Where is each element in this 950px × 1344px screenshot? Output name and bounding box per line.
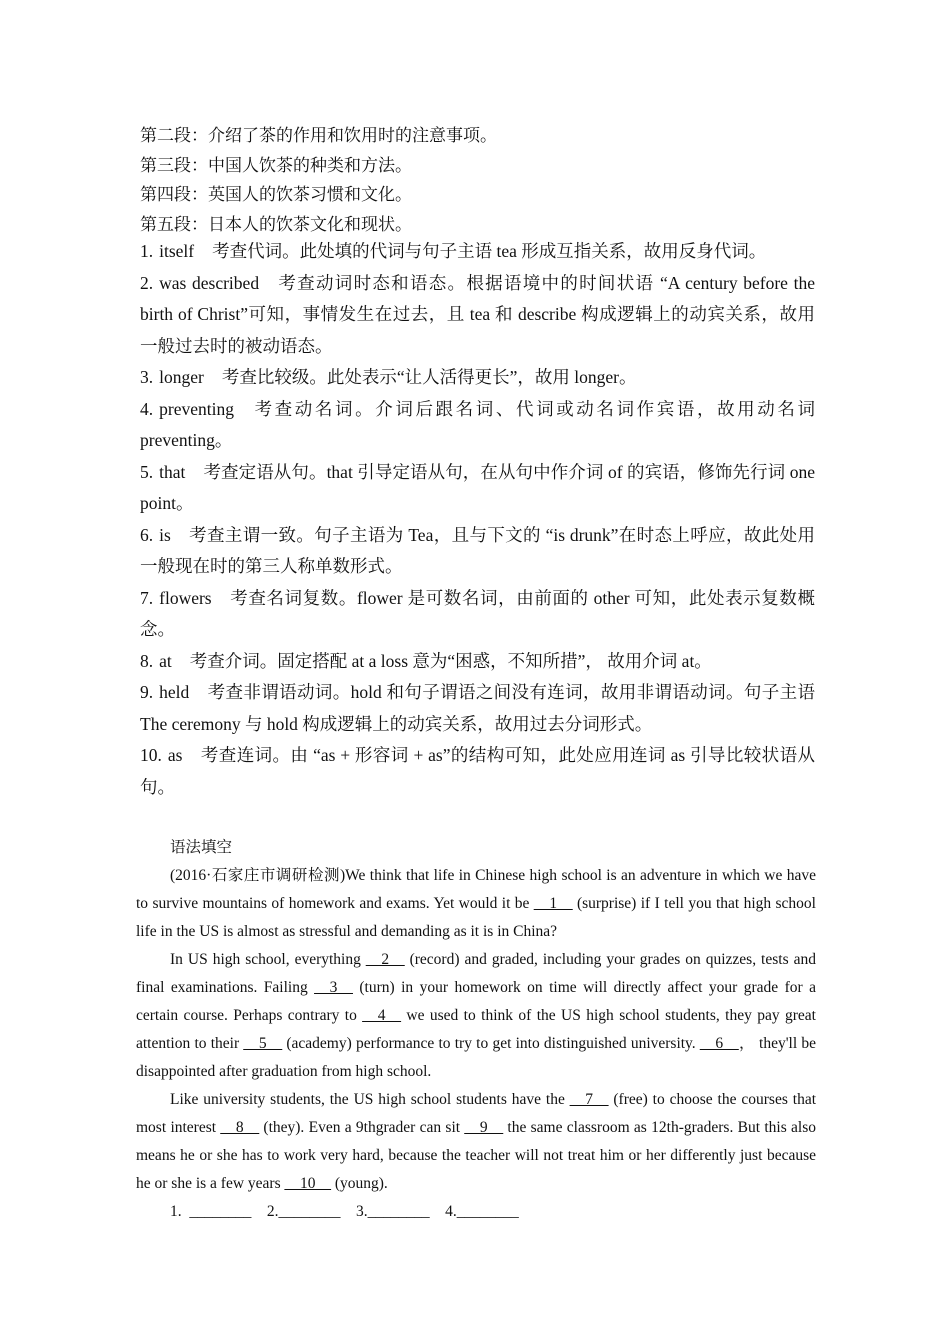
answer-explanation: 考查名词复数。flower 是可数名词，由前面的 other 可知，此处表示复数概念。	[140, 587, 815, 639]
answer-key: longer	[159, 367, 204, 387]
passage-text: (2016·石家庄市调研检测)We think that life in Chinese high school is an adventure in which we have to survive mountains of homework and exams. Yet would it be	[136, 867, 816, 912]
passage-paragraph	[136, 862, 816, 946]
blank-6[interactable]: __6__	[699, 1035, 739, 1052]
passage-text: the same classroom as 12th-graders. But this also means he or she has to work very hard, because the teacher will not treat him or her differently just because he or she is a few years	[136, 1119, 816, 1192]
passage-text: Like university students, the US high school students have the	[170, 1091, 570, 1108]
answer-slot[interactable]: 1. ________	[170, 1203, 252, 1220]
answer-number: 6.	[140, 524, 154, 545]
blank-10[interactable]: __10__	[284, 1175, 331, 1192]
passage-text: (record) and graded, including your grades on quizzes, tests and final examinations. Failing	[136, 951, 816, 996]
answer-key: as	[167, 745, 183, 765]
answer-key: held	[159, 682, 190, 702]
answer-number: 8.	[140, 650, 154, 671]
answer-number: 3.	[140, 367, 154, 387]
answer-slot[interactable]: 3.________	[356, 1203, 430, 1220]
blank-1[interactable]: __1__	[533, 895, 573, 912]
passage-text: (turn) in your homework on time will directly affect your grade for a certain course. Perhaps contrary to	[136, 979, 816, 1024]
answer-item	[140, 740, 815, 803]
answer-key: was described	[159, 272, 260, 293]
summary-line: 第四段：英国人的饮茶习惯和文化。	[140, 185, 412, 204]
answer-slot[interactable]: 4.________	[445, 1203, 519, 1220]
answer-explanation: 考查动词时态和语态。根据语境中的时间状语 “A century before the birth of Christ”可知，事情发生在过去，且 tea 和 describe 构成逻辑上的动宾关系，故用一般过去时的被动语态。	[140, 272, 815, 356]
answer-explanation: 考查介词。固定搭配 at a loss 意为“困惑，不知所措”， 故用介词 at。	[189, 650, 712, 671]
summary-line: 第二段：介绍了茶的作用和饮用时的注意事项。	[140, 126, 497, 145]
passage-paragraph	[136, 946, 816, 1086]
answer-explanation: 考查非谓语动词。hold 和句子谓语之间没有连词，故用非谓语动词。句子主语 The ceremony 与 hold 构成逻辑上的动宾关系，故用过去分词形式。	[140, 682, 815, 734]
answer-number: 5.	[140, 461, 154, 482]
blank-8[interactable]: __8__	[220, 1119, 260, 1136]
answer-item	[140, 268, 815, 363]
answer-key: is	[159, 524, 171, 545]
answer-number: 2.	[140, 272, 154, 293]
answer-item	[140, 394, 815, 457]
answer-key: itself	[159, 241, 195, 261]
paragraph-summary	[140, 121, 815, 239]
answer-slot[interactable]: 2.________	[266, 1203, 341, 1220]
answer-number: 7.	[140, 587, 154, 608]
answer-blank-line	[170, 1198, 816, 1226]
answer-item	[140, 236, 815, 268]
answer-explanation: 考查主谓一致。句子主语为 Tea，且与下文的 “is drunk”在时态上呼应，故此处用一般现在时的第三人称单数形式。	[140, 524, 815, 576]
answer-key: that	[159, 461, 186, 482]
summary-line: 第三段：中国人饮茶的种类和方法。	[140, 155, 412, 175]
blank-3[interactable]: __3__	[314, 979, 353, 996]
answer-explanation: 考查定语从句。that 引导定语从句，在从句中作介词 of 的宾语，修饰先行词 one point。	[140, 461, 815, 513]
answer-key: at	[159, 650, 172, 671]
answer-item	[140, 520, 815, 583]
passage-text: In US high school, everything	[170, 951, 366, 968]
passage-text: ， they'll be disappointed after graduation from high school.	[136, 1035, 816, 1080]
blank-4[interactable]: __4__	[362, 1007, 401, 1024]
passage-text: (academy) performance to try to get into distinguished university.	[282, 1035, 700, 1052]
passage-text: we used to think of the US high school students, they pay great attention to their	[136, 1007, 816, 1052]
blank-2[interactable]: __2__	[365, 951, 405, 968]
answer-item	[140, 457, 815, 520]
answer-number: 10.	[140, 745, 162, 765]
section-title: 语法填空	[170, 839, 233, 856]
answer-item	[140, 646, 815, 678]
answer-number: 4.	[140, 398, 154, 419]
answer-explanation: 考查比较级。此处表示“让人活得更长”，故用 longer。	[221, 367, 637, 387]
answer-key: flowers	[159, 587, 212, 608]
passage-text: (surprise) if I tell you that high school life in the US is almost as stressful and demanding as it is in China?	[136, 895, 816, 940]
blank-5[interactable]: __5__	[243, 1035, 283, 1052]
summary-line: 第五段：日本人的饮茶文化和现状。	[140, 214, 412, 234]
passage-text: (young).	[330, 1175, 388, 1192]
answer-key: preventing	[159, 398, 234, 419]
blank-9[interactable]: __9__	[464, 1119, 504, 1136]
answer-number: 1.	[140, 241, 154, 261]
passage-text: (they). Even a 9thgrader can sit	[259, 1119, 465, 1136]
answer-explanation: 考查代词。此处填的代词与句子主语 tea 形成互指关系，故用反身代词。	[212, 241, 767, 261]
answer-explanations	[140, 236, 815, 803]
passage-paragraph	[136, 1086, 816, 1198]
passage-text: (free) to choose the courses that most interest	[136, 1091, 816, 1136]
answer-explanation: 考查动名词。介词后跟名词、代词或动名词作宾语，故用动名词 preventing。	[140, 398, 815, 450]
answer-explanation: 考查连词。由 “as + 形容词 + as”的结构可知，此处应用连词 as 引导比较状语从句。	[140, 745, 815, 797]
blank-7[interactable]: __7__	[569, 1091, 609, 1108]
answer-number: 9.	[140, 682, 154, 702]
answer-item	[140, 583, 815, 646]
grammar-fill-section	[136, 834, 816, 1226]
answer-item	[140, 362, 815, 394]
answer-item	[140, 677, 815, 740]
